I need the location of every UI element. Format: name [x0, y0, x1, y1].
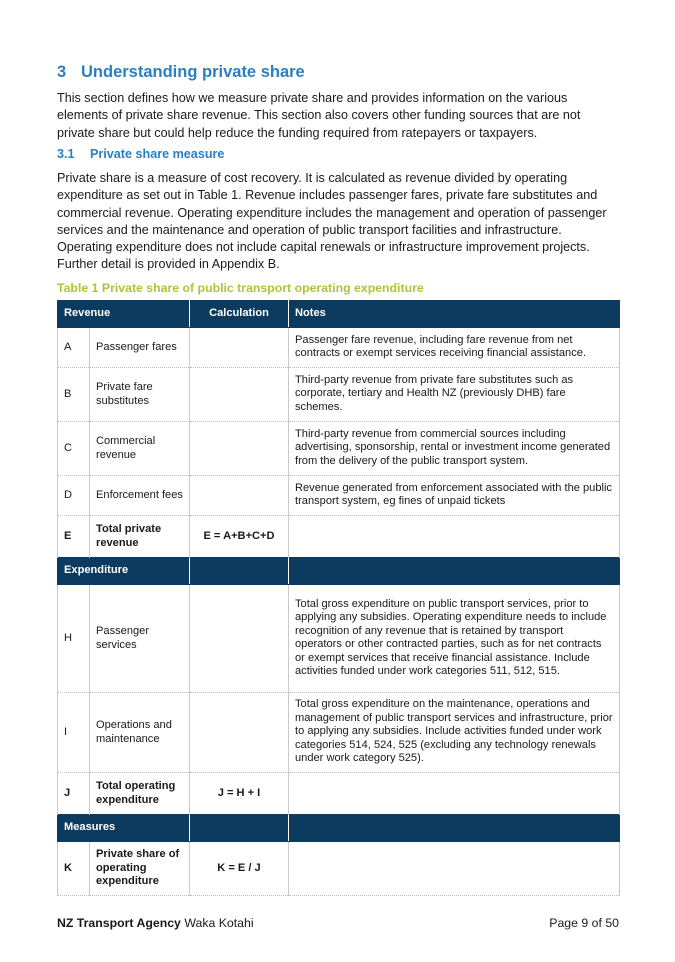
table-row	[58, 476, 620, 516]
row-notes: Third-party revenue from private fare substitutes such as corporate, tertiary and Health NZ (previously DHB) fare schemes.	[289, 368, 620, 422]
table-caption: Table 1 Private share of public transport operating expenditure	[57, 281, 424, 295]
row-notes	[289, 842, 620, 896]
row-letter: E	[58, 516, 90, 558]
row-notes: Revenue generated from enforcement associated with the public transport system, eg fines of unpaid tickets	[289, 476, 620, 516]
row-letter: H	[58, 585, 90, 693]
row-notes	[289, 516, 620, 558]
table-header-row	[58, 301, 620, 328]
section-title: Understanding private share	[81, 63, 305, 81]
row-calculation	[190, 585, 289, 693]
table-row-total	[58, 516, 620, 558]
row-calculation	[190, 368, 289, 422]
section-number: 3	[57, 63, 67, 81]
row-calculation: E = A+B+C+D	[190, 516, 289, 558]
subsection-number: 3.1	[57, 147, 75, 161]
band-label: Measures	[58, 815, 190, 842]
page-number: Page 9 of 50	[549, 916, 619, 930]
row-notes: Total gross expenditure on public transport services, prior to applying any subsidies. Operating expenditure needs to include recognition of any revenue that is retained by transport operators or other contracted parties, such as for net contracts or exempt services that receive financial assistance. Include activities funded under work categories 511, 512, 515.	[289, 585, 620, 693]
band-label: Expenditure	[58, 558, 190, 585]
row-label: Commercial revenue	[90, 422, 190, 476]
subsection-title: Private share measure	[90, 147, 225, 161]
row-calculation	[190, 476, 289, 516]
header-revenue: Revenue	[58, 301, 190, 328]
row-letter: K	[58, 842, 90, 896]
table-band-expenditure	[58, 558, 620, 585]
row-notes: Passenger fare revenue, including fare revenue from net contracts or exempt services receiving financial assistance.	[289, 328, 620, 368]
subsection-body: Private share is a measure of cost recovery. It is calculated as revenue divided by operating expenditure as set out in Table 1. Revenue includes passenger fares, private fare substitutes and commercial revenue. Operating expenditure includes the management and operation of passenger services and the maintenance and operation of public transport facilities and infrastructure. Operating expenditure does not include capital renewals or infrastructure improvement projects. Further detail is provided in Appendix B.	[57, 171, 607, 272]
table-band-measures	[58, 815, 620, 842]
row-letter: I	[58, 693, 90, 773]
row-label: Private share of operating expenditure	[90, 842, 190, 896]
table-row-total	[58, 842, 620, 896]
row-calculation: J = H + I	[190, 773, 289, 815]
table-row	[58, 368, 620, 422]
row-notes: Total gross expenditure on the maintenance, operations and management of public transport services and infrastructure, prior to applying any subsidies. Include activities funded under work categories 514, 524, 525 (excluding any technology renewals under work category 525).	[289, 693, 620, 773]
header-notes: Notes	[289, 301, 620, 328]
row-calculation	[190, 328, 289, 368]
table-row	[58, 585, 620, 693]
row-calculation	[190, 422, 289, 476]
row-label: Total operating expenditure	[90, 773, 190, 815]
subsection-heading	[57, 147, 224, 161]
section-heading	[57, 63, 305, 82]
row-letter: B	[58, 368, 90, 422]
footer-org-bold: NZ Transport Agency	[57, 916, 181, 930]
row-notes: Third-party revenue from commercial sources including advertising, sponsorship, rental or investment income generated from the delivery of the public transport system.	[289, 422, 620, 476]
row-letter: J	[58, 773, 90, 815]
row-label: Enforcement fees	[90, 476, 190, 516]
row-label: Passenger services	[90, 585, 190, 693]
row-label: Passenger fares	[90, 328, 190, 368]
row-label: Private fare substitutes	[90, 368, 190, 422]
header-calculation: Calculation	[190, 301, 289, 328]
table-row	[58, 693, 620, 773]
page-footer	[57, 916, 619, 930]
row-label: Operations and maintenance	[90, 693, 190, 773]
table-row	[58, 422, 620, 476]
section-intro: This section defines how we measure private share and provides information on the various elements of private share revenue. This section also covers other funding sources that are not private share but could help reduce the funding required from ratepayers or taxpayers.	[57, 91, 581, 140]
row-letter: C	[58, 422, 90, 476]
row-notes	[289, 773, 620, 815]
footer-org-rest: Waka Kotahi	[184, 916, 254, 930]
table-row-total	[58, 773, 620, 815]
footer-organisation	[57, 916, 254, 930]
table-row	[58, 328, 620, 368]
row-calculation: K = E / J	[190, 842, 289, 896]
row-letter: A	[58, 328, 90, 368]
row-letter: D	[58, 476, 90, 516]
row-calculation	[190, 693, 289, 773]
row-label: Total private revenue	[90, 516, 190, 558]
private-share-table	[57, 300, 620, 896]
